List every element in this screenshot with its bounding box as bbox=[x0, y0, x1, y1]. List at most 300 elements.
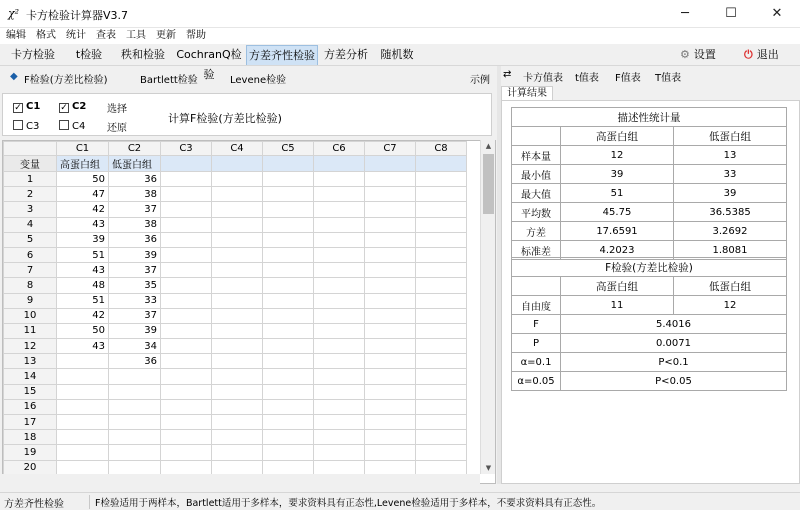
cell-empty[interactable] bbox=[416, 445, 467, 460]
cell-c1[interactable]: 43 bbox=[57, 339, 109, 354]
cell-empty[interactable] bbox=[416, 323, 467, 338]
cell-empty[interactable] bbox=[365, 202, 416, 217]
cell-empty[interactable] bbox=[365, 460, 416, 475]
cell-empty[interactable] bbox=[161, 172, 212, 187]
desc-row bbox=[512, 203, 787, 222]
cell-empty[interactable] bbox=[263, 217, 314, 232]
desc-value-1: 51 bbox=[561, 184, 674, 203]
row-header[interactable]: 10 bbox=[4, 308, 57, 323]
cell-empty[interactable] bbox=[161, 354, 212, 369]
desc-value-1: 45.75 bbox=[561, 203, 674, 222]
control-panel bbox=[2, 93, 492, 136]
cell-c2[interactable] bbox=[109, 430, 161, 445]
cell-empty[interactable] bbox=[416, 415, 467, 430]
desc-row bbox=[512, 184, 787, 203]
cell-empty[interactable] bbox=[314, 232, 365, 247]
desc-value-2: 39 bbox=[674, 184, 787, 203]
cell-empty[interactable] bbox=[161, 460, 212, 475]
calc-title: 计算F检验(方差比检验) bbox=[168, 112, 282, 125]
col-header-c8[interactable]: C8 bbox=[416, 142, 467, 156]
cell-empty[interactable] bbox=[416, 460, 467, 475]
cell-c2[interactable] bbox=[109, 369, 161, 384]
row-header[interactable]: 7 bbox=[4, 263, 57, 278]
cell-c2[interactable]: 36 bbox=[109, 354, 161, 369]
col-header-c2[interactable]: C2 bbox=[109, 142, 161, 156]
cell-empty[interactable] bbox=[212, 278, 263, 293]
table-row bbox=[4, 247, 467, 262]
variable-name-row bbox=[4, 156, 467, 172]
cell-empty[interactable] bbox=[161, 399, 212, 414]
cell-empty[interactable] bbox=[314, 187, 365, 202]
close-button[interactable]: ✕ bbox=[771, 6, 783, 21]
grid-vertical-scrollbar[interactable] bbox=[480, 140, 495, 474]
tab-results[interactable]: 计算结果 bbox=[501, 86, 553, 101]
cell-empty[interactable] bbox=[416, 263, 467, 278]
row-header[interactable]: 15 bbox=[4, 384, 57, 399]
table-row bbox=[4, 430, 467, 445]
cell-empty[interactable] bbox=[263, 415, 314, 430]
cell-c1[interactable] bbox=[57, 369, 109, 384]
df1-value: 11 bbox=[561, 296, 674, 315]
tab-t-test[interactable]: t检验 bbox=[75, 48, 103, 61]
cell-empty[interactable] bbox=[365, 369, 416, 384]
row-header[interactable]: 20 bbox=[4, 460, 57, 475]
cell-c2[interactable]: 35 bbox=[109, 278, 161, 293]
tab-chi-square[interactable]: 卡方检验 bbox=[11, 48, 55, 61]
table-row bbox=[4, 339, 467, 354]
cell-c2[interactable]: 38 bbox=[109, 187, 161, 202]
c2-check-icon: ✓ bbox=[60, 103, 68, 113]
cell-empty[interactable] bbox=[161, 415, 212, 430]
cell-empty[interactable] bbox=[416, 399, 467, 414]
menu-stats[interactable]: 统计 bbox=[66, 30, 86, 41]
scroll-thumb[interactable] bbox=[483, 154, 494, 214]
cell-empty[interactable] bbox=[212, 430, 263, 445]
cell-empty[interactable] bbox=[263, 460, 314, 475]
cell-empty[interactable] bbox=[416, 369, 467, 384]
menu-update[interactable]: 更新 bbox=[156, 30, 176, 41]
cell-empty[interactable] bbox=[416, 278, 467, 293]
cell-empty[interactable] bbox=[314, 172, 365, 187]
cell-empty[interactable] bbox=[314, 247, 365, 262]
cell-c2[interactable]: 33 bbox=[109, 293, 161, 308]
cell-empty[interactable] bbox=[263, 369, 314, 384]
minimize-button[interactable]: ─ bbox=[681, 6, 689, 21]
cell-empty[interactable] bbox=[212, 187, 263, 202]
cell-empty[interactable] bbox=[212, 263, 263, 278]
cell-c1[interactable]: 48 bbox=[57, 278, 109, 293]
cell-empty[interactable] bbox=[314, 445, 365, 460]
table-row bbox=[4, 308, 467, 323]
cell-empty[interactable] bbox=[314, 293, 365, 308]
var-header: 变量 bbox=[4, 156, 57, 172]
row-header[interactable]: 11 bbox=[4, 323, 57, 338]
cell-empty[interactable] bbox=[161, 263, 212, 278]
subtab-bartlett[interactable]: Bartlett检验 bbox=[140, 75, 198, 86]
cell-empty[interactable] bbox=[314, 202, 365, 217]
cell-empty[interactable] bbox=[161, 369, 212, 384]
cell-empty[interactable] bbox=[314, 278, 365, 293]
cell-c2[interactable]: 39 bbox=[109, 247, 161, 262]
col-header-c5[interactable]: C5 bbox=[263, 142, 314, 156]
cell-empty[interactable] bbox=[161, 202, 212, 217]
desc-label: 最大值 bbox=[512, 184, 561, 203]
ftest-value: 0.0071 bbox=[561, 334, 787, 353]
cell-empty[interactable] bbox=[314, 339, 365, 354]
table-row bbox=[4, 187, 467, 202]
diamond-icon: ◆ bbox=[10, 71, 18, 82]
cell-empty[interactable] bbox=[314, 354, 365, 369]
cell-empty[interactable] bbox=[212, 339, 263, 354]
select-button[interactable]: 选择 bbox=[107, 104, 127, 115]
cell-empty[interactable] bbox=[314, 217, 365, 232]
results-panel bbox=[501, 100, 800, 484]
col-header-c3[interactable]: C3 bbox=[161, 142, 212, 156]
cell-empty[interactable] bbox=[161, 430, 212, 445]
cell-c1[interactable] bbox=[57, 445, 109, 460]
cell-c2[interactable] bbox=[109, 415, 161, 430]
cell-empty[interactable] bbox=[365, 339, 416, 354]
desc-label: 样本量 bbox=[512, 146, 561, 165]
tab-capital-t-table[interactable]: T值表 bbox=[655, 73, 682, 84]
cell-c2[interactable] bbox=[109, 399, 161, 414]
tab-cochranq[interactable]: CochranQ检验 bbox=[176, 48, 242, 81]
row-header[interactable]: 9 bbox=[4, 293, 57, 308]
cell-empty[interactable] bbox=[263, 263, 314, 278]
cell-c2[interactable] bbox=[109, 445, 161, 460]
cell-c1[interactable]: 50 bbox=[57, 323, 109, 338]
row-header[interactable]: 19 bbox=[4, 445, 57, 460]
tab-rank-sum[interactable]: 秩和检验 bbox=[121, 48, 165, 61]
row-header[interactable]: 3 bbox=[4, 202, 57, 217]
cell-c1[interactable]: 51 bbox=[57, 247, 109, 262]
settings-label: 设置 bbox=[693, 48, 716, 61]
cell-empty[interactable] bbox=[365, 354, 416, 369]
ftest-label: P bbox=[512, 334, 561, 353]
ftest-label: F bbox=[512, 315, 561, 334]
row-header[interactable]: 2 bbox=[4, 187, 57, 202]
table-row bbox=[4, 384, 467, 399]
cell-empty[interactable] bbox=[365, 415, 416, 430]
cell-empty[interactable] bbox=[161, 187, 212, 202]
cell-empty[interactable] bbox=[365, 247, 416, 262]
desc-label: 方差 bbox=[512, 222, 561, 241]
cell-empty[interactable] bbox=[161, 323, 212, 338]
cell-c1[interactable] bbox=[57, 384, 109, 399]
cell-c1[interactable]: 51 bbox=[57, 293, 109, 308]
cell-empty[interactable] bbox=[416, 384, 467, 399]
cell-empty[interactable] bbox=[416, 217, 467, 232]
cell-empty[interactable] bbox=[263, 172, 314, 187]
example-button[interactable]: 示例 bbox=[470, 75, 490, 86]
cell-empty[interactable] bbox=[314, 308, 365, 323]
var-name-c2[interactable]: 低蛋白组 bbox=[109, 156, 161, 172]
c4-checkbox[interactable] bbox=[59, 120, 85, 132]
subtab-levene[interactable]: Levene检验 bbox=[230, 75, 287, 86]
cell-empty[interactable] bbox=[212, 460, 263, 475]
cell-c2[interactable]: 37 bbox=[109, 308, 161, 323]
table-row bbox=[4, 232, 467, 247]
corner-cell bbox=[4, 142, 57, 156]
cell-c1[interactable]: 50 bbox=[57, 172, 109, 187]
cell-empty[interactable] bbox=[365, 323, 416, 338]
row-header[interactable]: 5 bbox=[4, 232, 57, 247]
cell-empty[interactable] bbox=[416, 430, 467, 445]
row-header[interactable]: 18 bbox=[4, 430, 57, 445]
cell-empty[interactable] bbox=[161, 217, 212, 232]
col-header-c4[interactable]: C4 bbox=[212, 142, 263, 156]
menu-edit[interactable]: 编辑 bbox=[6, 30, 26, 41]
ftest-group2: 低蛋白组 bbox=[674, 277, 787, 296]
cell-c2[interactable]: 36 bbox=[109, 172, 161, 187]
cell-empty[interactable] bbox=[263, 278, 314, 293]
row-header[interactable]: 6 bbox=[4, 247, 57, 262]
cell-empty[interactable] bbox=[212, 202, 263, 217]
col-header-c7[interactable]: C7 bbox=[365, 142, 416, 156]
cell-empty[interactable] bbox=[365, 430, 416, 445]
cell-empty[interactable] bbox=[314, 415, 365, 430]
cell-empty[interactable] bbox=[365, 445, 416, 460]
cell-empty[interactable] bbox=[212, 354, 263, 369]
c2-checkbox[interactable] bbox=[59, 101, 86, 113]
row-header[interactable]: 1 bbox=[4, 172, 57, 187]
cell-c1[interactable]: 43 bbox=[57, 217, 109, 232]
table-row bbox=[4, 369, 467, 384]
cell-empty[interactable] bbox=[212, 308, 263, 323]
var-name-c1[interactable]: 高蛋白组 bbox=[57, 156, 109, 172]
ftest-row bbox=[512, 334, 787, 353]
col-header-c6[interactable]: C6 bbox=[314, 142, 365, 156]
cell-c1[interactable] bbox=[57, 399, 109, 414]
cell-empty[interactable] bbox=[365, 187, 416, 202]
cell-empty[interactable] bbox=[416, 247, 467, 262]
cell-empty[interactable] bbox=[161, 339, 212, 354]
status-message: F检验适用于两样本，Bartlett适用于多样本，要求资料具有正态性,Levene检验适用于多样本，不要求资料具有正态性。 bbox=[95, 498, 602, 509]
status-bar bbox=[0, 492, 800, 510]
cell-c2[interactable] bbox=[109, 384, 161, 399]
cell-empty[interactable] bbox=[263, 232, 314, 247]
table-row bbox=[4, 445, 467, 460]
cell-empty[interactable] bbox=[161, 232, 212, 247]
cell-empty[interactable] bbox=[212, 384, 263, 399]
cell-empty[interactable] bbox=[161, 247, 212, 262]
cell-empty[interactable] bbox=[161, 278, 212, 293]
ftest-row bbox=[512, 353, 787, 372]
row-header[interactable]: 13 bbox=[4, 354, 57, 369]
c3-checkbox[interactable] bbox=[13, 120, 39, 132]
tab-chi-table[interactable]: 卡方值表 bbox=[523, 73, 563, 84]
cell-empty[interactable] bbox=[212, 293, 263, 308]
cell-c2[interactable]: 36 bbox=[109, 232, 161, 247]
cell-c1[interactable]: 47 bbox=[57, 187, 109, 202]
cell-empty[interactable] bbox=[161, 445, 212, 460]
cell-empty[interactable] bbox=[416, 354, 467, 369]
cell-empty[interactable] bbox=[161, 308, 212, 323]
window-title: 卡方检验计算器V3.7 bbox=[26, 9, 129, 22]
maximize-button[interactable]: ☐ bbox=[725, 6, 737, 21]
right-tabs bbox=[501, 67, 800, 85]
cell-empty[interactable] bbox=[365, 278, 416, 293]
cell-empty[interactable] bbox=[212, 445, 263, 460]
cell-empty[interactable] bbox=[212, 232, 263, 247]
cell-empty[interactable] bbox=[365, 308, 416, 323]
scroll-up-icon[interactable]: ▲ bbox=[485, 142, 492, 150]
swap-icon[interactable]: ⇄ bbox=[503, 69, 512, 80]
cell-empty[interactable] bbox=[314, 460, 365, 475]
cell-c2[interactable]: 39 bbox=[109, 323, 161, 338]
tab-random[interactable]: 随机数 bbox=[380, 48, 414, 61]
cell-c1[interactable]: 39 bbox=[57, 232, 109, 247]
power-icon: ⏻ bbox=[744, 48, 753, 61]
table-row bbox=[4, 293, 467, 308]
row-header[interactable]: 16 bbox=[4, 399, 57, 414]
cell-empty[interactable] bbox=[365, 399, 416, 414]
cell-empty[interactable] bbox=[212, 247, 263, 262]
subtab-f-test[interactable]: F检验(方差比检验) bbox=[24, 75, 108, 86]
cell-empty[interactable] bbox=[365, 293, 416, 308]
tab-anova[interactable]: 方差分析 bbox=[324, 48, 368, 61]
cell-empty[interactable] bbox=[212, 217, 263, 232]
cell-empty[interactable] bbox=[263, 399, 314, 414]
menu-format[interactable]: 格式 bbox=[36, 30, 56, 41]
ftest-title: F检验(方差比检验) bbox=[512, 258, 787, 277]
cell-empty[interactable] bbox=[416, 339, 467, 354]
cell-empty[interactable] bbox=[416, 172, 467, 187]
desc-value-1: 4.2023 bbox=[561, 241, 674, 260]
desc-group2: 低蛋白组 bbox=[674, 127, 787, 146]
cell-empty[interactable] bbox=[212, 369, 263, 384]
desc-value-1: 39 bbox=[561, 165, 674, 184]
table-row bbox=[4, 217, 467, 232]
cell-empty[interactable] bbox=[263, 445, 314, 460]
cell-empty[interactable] bbox=[314, 263, 365, 278]
scroll-down-icon[interactable]: ▼ bbox=[485, 464, 492, 472]
menu-tools[interactable]: 工具 bbox=[126, 30, 146, 41]
c1-checkbox[interactable] bbox=[13, 101, 40, 113]
restore-button[interactable]: 还原 bbox=[107, 123, 127, 134]
cell-c1[interactable] bbox=[57, 460, 109, 475]
cell-empty[interactable] bbox=[263, 202, 314, 217]
col-header-c1[interactable]: C1 bbox=[57, 142, 109, 156]
menu-bar bbox=[0, 28, 800, 44]
data-grid[interactable] bbox=[2, 140, 496, 484]
cell-empty[interactable] bbox=[365, 217, 416, 232]
column-header-row bbox=[4, 142, 467, 156]
cell-empty[interactable] bbox=[263, 293, 314, 308]
settings-button[interactable] bbox=[680, 46, 716, 62]
row-header[interactable]: 8 bbox=[4, 278, 57, 293]
cell-empty[interactable] bbox=[212, 399, 263, 414]
cell-c1[interactable] bbox=[57, 354, 109, 369]
cell-empty[interactable] bbox=[212, 172, 263, 187]
cell-empty[interactable] bbox=[263, 354, 314, 369]
quit-button[interactable] bbox=[744, 46, 779, 62]
cell-empty[interactable] bbox=[314, 369, 365, 384]
desc-label: 最小值 bbox=[512, 165, 561, 184]
cell-c2[interactable]: 37 bbox=[109, 202, 161, 217]
c4-label: C4 bbox=[72, 121, 86, 132]
cell-empty[interactable] bbox=[161, 384, 212, 399]
cell-c2[interactable]: 38 bbox=[109, 217, 161, 232]
tab-f-table[interactable]: F值表 bbox=[615, 73, 641, 84]
cell-empty[interactable] bbox=[263, 187, 314, 202]
row-header[interactable]: 17 bbox=[4, 415, 57, 430]
cell-empty[interactable] bbox=[161, 293, 212, 308]
c3-label: C3 bbox=[26, 121, 40, 132]
cell-empty[interactable] bbox=[365, 263, 416, 278]
cell-c1[interactable]: 42 bbox=[57, 308, 109, 323]
ftest-label: α=0.1 bbox=[512, 353, 561, 372]
row-header[interactable]: 12 bbox=[4, 339, 57, 354]
cell-empty[interactable] bbox=[212, 323, 263, 338]
table-row bbox=[4, 415, 467, 430]
cell-empty[interactable] bbox=[314, 323, 365, 338]
gear-icon: ⚙ bbox=[680, 48, 690, 61]
cell-empty[interactable] bbox=[416, 232, 467, 247]
cell-empty[interactable] bbox=[314, 430, 365, 445]
cell-empty[interactable] bbox=[416, 308, 467, 323]
tab-t-table[interactable]: t值表 bbox=[575, 73, 599, 84]
desc-value-2: 13 bbox=[674, 146, 787, 165]
cell-empty[interactable] bbox=[263, 308, 314, 323]
cell-c2[interactable] bbox=[109, 460, 161, 475]
menu-lookup[interactable]: 查表 bbox=[96, 30, 116, 41]
cell-empty[interactable] bbox=[263, 339, 314, 354]
cell-empty[interactable] bbox=[314, 384, 365, 399]
sub-tabs bbox=[2, 67, 492, 89]
cell-c2[interactable]: 37 bbox=[109, 263, 161, 278]
desc-label: 平均数 bbox=[512, 203, 561, 222]
ftest-value: P<0.1 bbox=[561, 353, 787, 372]
cell-empty[interactable] bbox=[365, 172, 416, 187]
cell-empty[interactable] bbox=[212, 415, 263, 430]
cell-c1[interactable]: 42 bbox=[57, 202, 109, 217]
cell-c1[interactable] bbox=[57, 415, 109, 430]
status-left: 方差齐性检验 bbox=[4, 495, 90, 509]
grid-horizontal-scrollbar[interactable] bbox=[2, 474, 480, 484]
df2-value: 12 bbox=[674, 296, 787, 315]
desc-row bbox=[512, 222, 787, 241]
cell-empty[interactable] bbox=[365, 384, 416, 399]
title-bar bbox=[0, 0, 800, 28]
cell-c1[interactable] bbox=[57, 430, 109, 445]
desc-row bbox=[512, 146, 787, 165]
cell-empty[interactable] bbox=[263, 384, 314, 399]
tab-homogeneity[interactable]: 方差齐性检验 bbox=[246, 45, 318, 65]
desc-row bbox=[512, 165, 787, 184]
cell-empty[interactable] bbox=[314, 399, 365, 414]
ftest-value: P<0.05 bbox=[561, 372, 787, 391]
table-row bbox=[4, 202, 467, 217]
row-header[interactable]: 14 bbox=[4, 369, 57, 384]
desc-value-2: 3.2692 bbox=[674, 222, 787, 241]
cell-empty[interactable] bbox=[263, 323, 314, 338]
cell-c1[interactable]: 43 bbox=[57, 263, 109, 278]
row-header[interactable]: 4 bbox=[4, 217, 57, 232]
cell-empty[interactable] bbox=[416, 187, 467, 202]
ftest-label: α=0.05 bbox=[512, 372, 561, 391]
cell-empty[interactable] bbox=[365, 232, 416, 247]
cell-empty[interactable] bbox=[416, 293, 467, 308]
menu-help[interactable]: 帮助 bbox=[186, 30, 206, 41]
cell-empty[interactable] bbox=[416, 202, 467, 217]
cell-c2[interactable]: 34 bbox=[109, 339, 161, 354]
cell-empty[interactable] bbox=[263, 430, 314, 445]
cell-empty[interactable] bbox=[263, 247, 314, 262]
desc-label: 标准差 bbox=[512, 241, 561, 260]
desc-value-2: 1.8081 bbox=[674, 241, 787, 260]
desc-title: 描述性统计量 bbox=[512, 108, 787, 127]
